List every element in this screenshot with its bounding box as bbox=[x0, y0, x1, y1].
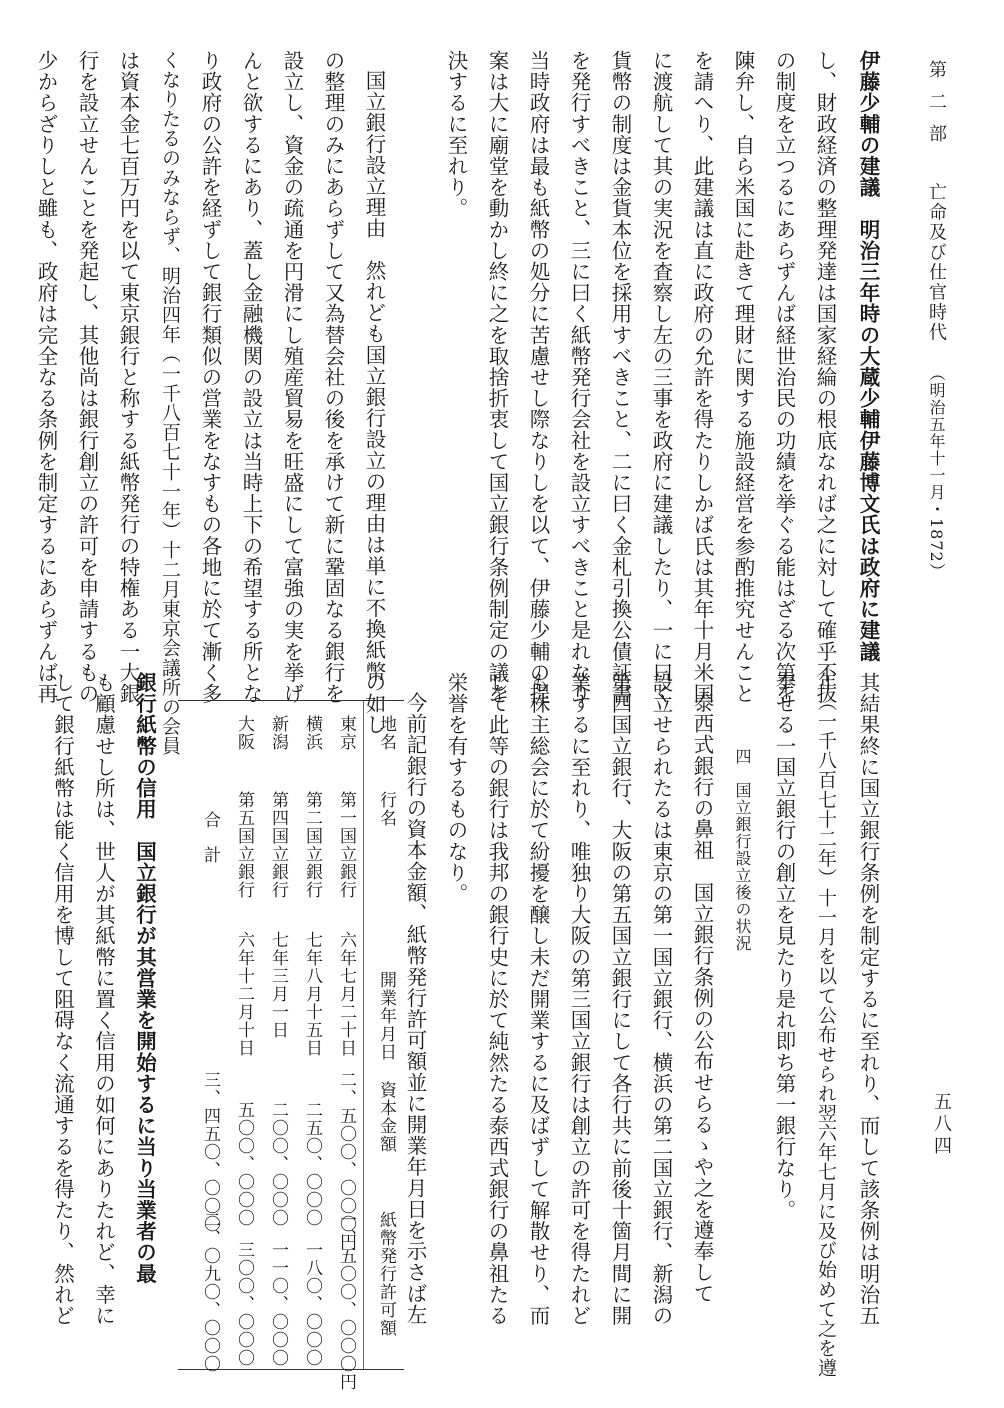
bank-table bbox=[178, 700, 404, 1391]
cell-place: 東京 bbox=[336, 715, 356, 751]
text-column: 決するに至れり。 bbox=[444, 50, 468, 219]
table-row bbox=[264, 701, 286, 1369]
cell-bank: 第一国立銀行 bbox=[336, 791, 356, 899]
text-column: 伊藤少輔の建議 明治三年時の大蔵少輔伊藤博文氏は政府に建議 bbox=[856, 50, 880, 662]
cell-date: 七年三月一日 bbox=[268, 931, 288, 1039]
text-column: 国立銀行設立理由 然れども国立銀行設立の理由は単に不換紙幣 bbox=[362, 70, 386, 682]
cell-notes: 一、五〇〇、〇〇〇円 bbox=[336, 1211, 356, 1391]
text-column: 案は大に廟堂を動かし終に之を取捨折衷して国立銀行条例制定の議を bbox=[485, 50, 509, 705]
cell-place: 大阪 bbox=[234, 715, 254, 751]
cell-date: 七年八月十五日 bbox=[302, 931, 322, 1057]
text-column: して此等の銀行は我邦の銀行史に於て純然たる泰西式銀行の鼻祖たる bbox=[485, 672, 509, 1327]
text-column: 業するに至れり、唯独り大阪の第三国立銀行は創立の許可を得たれど bbox=[567, 672, 591, 1327]
text-column: の制度を立つるにあらずんば経世治民の功績を挙ぐる能はざる次第を bbox=[772, 50, 796, 705]
cell-date: 六年十二月十日 bbox=[234, 931, 254, 1057]
text-column: 行を設立せんことを発起し、其他尚は銀行創立の許可を申請するもの bbox=[75, 50, 99, 705]
text-column: り政府の公許を経ずして銀行類似の営業をなすもの各地に於て漸く多 bbox=[198, 50, 222, 705]
text-column: に渡航して其の実況を査察し左の三事を政府に建議したり、一に曰く bbox=[649, 50, 673, 705]
cell-capital: 二〇〇、〇〇〇 bbox=[268, 1101, 288, 1227]
text-column: 其結果終に国立銀行条例を制定するに至れり、而して該条例は明治五 bbox=[856, 672, 880, 1327]
text-column: 貨幣の制度は金貨本位を採用すべきこと、二に曰く金札引換公債証書 bbox=[608, 50, 632, 705]
text-column: 少からざりしと雖も、政府は完全なる条例を制定するにあらずんば再 bbox=[34, 50, 58, 705]
text-column: 銀行紙幣の信用 国立銀行が其営業を開始するに当り当業者の最 bbox=[132, 672, 157, 1284]
text-column: も株主総会に於て紛擾を醸し未だ開業するに及ばずして解散せり、而 bbox=[526, 672, 550, 1327]
cell-notes: 一一〇、〇〇〇 bbox=[268, 1241, 288, 1367]
text-column: んと欲するにあり、蓋し金融機関の設立は当時上下の希望する所とな bbox=[239, 50, 263, 705]
text-column: を請へり、此建議は直に政府の允許を得たりしかば氏は其年十月米国 bbox=[690, 50, 714, 705]
cell-total-capital: 三、四五〇、〇〇〇 bbox=[200, 1071, 220, 1233]
cell-place: 新潟 bbox=[268, 715, 288, 751]
section-heading: 四 国立銀行設立後の状況 bbox=[733, 748, 752, 952]
text-column: し、財政経済の整理発達は国家経綸の根底なれば之に対して確乎不抜 bbox=[813, 50, 837, 705]
text-column: は資本金七百万円を以て東京銀行と称する紙幣発行の特権ある一大銀 bbox=[116, 50, 140, 705]
cell-total-notes: 二、〇九〇、〇〇〇 bbox=[200, 1211, 220, 1373]
header-place: 地名 bbox=[376, 715, 396, 751]
table-row bbox=[230, 701, 252, 1369]
text-column: を発行すべきこと、三に曰く紙幣発行会社を設立すべきこと是れなり bbox=[567, 50, 591, 705]
running-header bbox=[923, 60, 949, 580]
page-number: 五八四 bbox=[931, 1092, 952, 1158]
text-column: 泰西式銀行の鼻祖 国立銀行条例の公布せらるゝや之を遵奉して bbox=[690, 692, 714, 1304]
header-capital: 資本金額 bbox=[376, 1081, 396, 1153]
text-column: 栄誉を有するものなり。 bbox=[444, 672, 468, 905]
text-column: も顧慮せし所は、世人が其紙幣に置く信用の如何にありたれど、幸に bbox=[91, 672, 116, 1327]
text-column: の整理のみにあらずして又為替会社の後を承けて新に鞏固なる銀行を bbox=[321, 50, 345, 705]
text-column: 当時政府は最も紙幣の処分に苦慮せし際なりしを以て、伊藤少輔の提 bbox=[526, 50, 550, 705]
text-column: 年（一千八百七十二年）十一月を以て公布せられ翌六年七月に及び始めて之を遵 bbox=[815, 672, 837, 1378]
cell-notes: 一八〇、〇〇〇 bbox=[302, 1241, 322, 1367]
header-date: 開業年月日 bbox=[376, 971, 396, 1061]
cell-capital: 五〇〇、〇〇〇 bbox=[234, 1101, 254, 1227]
header-notes: 紙幣発行許可額 bbox=[376, 1211, 396, 1337]
text-column: 陳弁し、自ら米国に赴きて理財に関する施設経営を参酌推究せんこと bbox=[731, 50, 755, 705]
text-column: くなりたるのみならず、明治四年（一千八百七十一年）十二月東京会議所の会員 bbox=[159, 50, 181, 756]
cell-bank: 第五国立銀行 bbox=[234, 791, 254, 899]
table-row bbox=[332, 701, 356, 1391]
text-column: 奉せる一国立銀行の創立を見たり是れ即ち第一銀行なり。 bbox=[772, 672, 796, 1221]
cell-total-label: 合計 bbox=[200, 811, 220, 881]
text-column: の如し bbox=[362, 672, 386, 736]
cell-date: 六年七月二十日 bbox=[336, 931, 356, 1057]
header-chapter: 亡命及び仕官時代 bbox=[926, 182, 947, 343]
header-bank: 行名 bbox=[376, 791, 396, 827]
cell-notes: 三〇〇、〇〇〇 bbox=[234, 1241, 254, 1367]
cell-place: 横浜 bbox=[302, 715, 322, 751]
table-total-row bbox=[196, 701, 220, 1373]
table-header-row bbox=[372, 701, 394, 1369]
cell-capital: 二五〇、〇〇〇 bbox=[302, 1101, 322, 1227]
text-column: して銀行紙幣は能く信用を博して阻碍なく流通するを得たり、然れど bbox=[50, 672, 75, 1327]
text-column: 設立し、資金の疏通を円滑にし殖産貿易を旺盛にして富強の実を挙げ bbox=[280, 50, 304, 705]
cell-bank: 第二国立銀行 bbox=[302, 791, 322, 899]
text-column: 第四国立銀行、大阪の第五国立銀行にして各行共に前後十箇月間に開 bbox=[608, 672, 632, 1327]
header-era: （明治五年十一月・1872） bbox=[927, 365, 946, 581]
text-column: 設立せられたるは東京の第一国立銀行、横浜の第二国立銀行、新潟の bbox=[649, 672, 673, 1327]
text-column: 今前記銀行の資本金額、紙幣発行許可額並に開業年月日を示さば左 bbox=[403, 692, 427, 1325]
header-part: 第二部 bbox=[926, 60, 947, 156]
table-row bbox=[298, 701, 320, 1369]
cell-capital: 二、五〇〇、〇〇〇円 bbox=[336, 1071, 356, 1251]
cell-bank: 第四国立銀行 bbox=[268, 791, 288, 899]
